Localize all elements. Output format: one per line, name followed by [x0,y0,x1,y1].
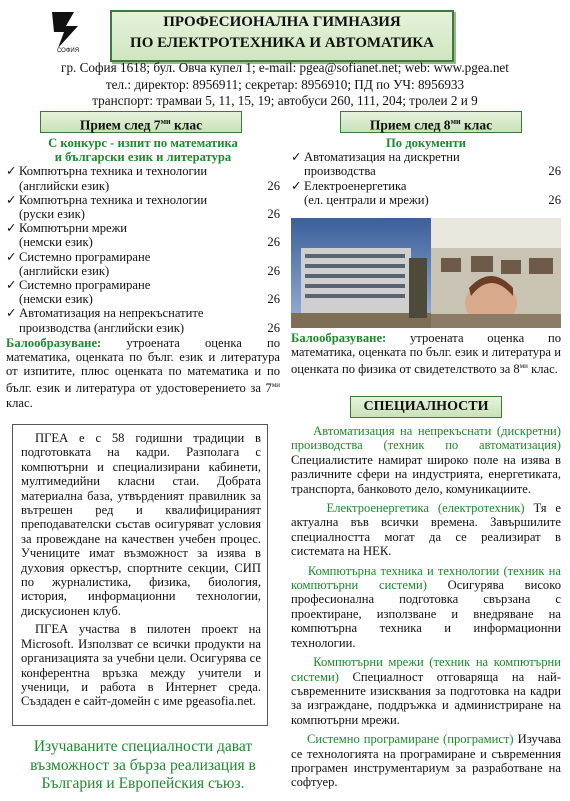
specialties-heading: СПЕЦИАЛНОСТИ [350,396,502,418]
program-seats: 26 [267,292,280,307]
program-name: Компютърна техника и технологии [19,164,208,179]
program-item [6,278,280,306]
admission-8-heading: Прием след $8^{ми}$ клас [340,111,522,133]
program-detail: производства (английски език) [19,320,185,335]
specialty-item [291,424,561,496]
program-name: Електроенергетика [304,178,407,193]
program-seats: 26 [267,320,280,335]
school-logo-icon [44,8,92,54]
program-detail: производства [304,164,376,179]
program-item [6,306,280,334]
program-item [6,193,280,221]
program-detail: (английски език) [19,263,110,278]
program-seats: 26 [267,207,280,222]
checkmark-icon: ✓ [6,249,17,264]
program-item [6,250,280,278]
program-item [6,221,280,249]
program-seats: 26 [548,192,561,207]
specialty-description: Изучава се технологията на програмиране и съвременния програмен инструментариум за разработване на софтуер. [291,732,562,790]
specialty-name: Компютърна техника и технологии (техник на компютърни системи) [291,563,562,593]
program-name: Компютърна техника и технологии [19,192,208,207]
admission-8-column [291,136,561,207]
contact-info [0,60,570,110]
checkmark-icon: ✓ [6,221,17,236]
program-name: Автоматизация на дискретни [304,150,460,165]
program-item [291,150,561,178]
program-seats: 26 [548,164,561,179]
specialty-item [291,732,561,790]
specialty-item [291,564,561,650]
program-detail: (немски език) [19,292,93,307]
school-photo [291,218,561,328]
checkmark-icon: ✓ [6,192,17,207]
program-item [6,164,280,192]
program-detail: (английски език) [19,178,110,193]
program-seats: 26 [267,235,280,250]
program-detail: (руски език) [19,207,85,222]
score-formula-8: Балообразуване: утроената оценка по математика, оценката по бълг. език и литература и оценката по физика от свидетелството за $8^{ми}$ клас. [291,331,561,377]
specialty-name: Компютърни мрежи (техник на компютърни системи) [291,655,561,684]
program-name: Системно програмиране [19,249,151,264]
program-seats: 26 [267,263,280,278]
checkmark-icon: ✓ [291,178,302,193]
exam-subtitle-1: С конкурс - изпит по математика [48,136,238,150]
checkmark-icon: ✓ [6,278,17,293]
program-name: Системно програмиране [19,278,151,293]
specialty-description: Осигурява високо професионална подготовка свързана с проектиране, използване и внедряване на компютърна техника и информационни технологии. [291,578,562,650]
title-line-1: ПРОФЕСИОНАЛНА ГИМНАЗИЯ [163,14,401,30]
tagline: Изучаваните специалности дават възможност за бърза реализация в България и Европейския съюз. [30,738,256,792]
checkmark-icon: ✓ [291,150,302,165]
specialty-item [291,655,561,727]
specialties-list [291,424,561,795]
specialty-name: Електроенергетика (електротехник) [326,501,525,516]
address-line: гр. София 1618; бул. Овча купел 1; e-mail: pgea@sofianet.net; web: www.pgea.net [61,60,509,75]
program-seats: 26 [267,178,280,193]
documents-subtitle: По документи [386,136,466,150]
school-info-box [12,424,268,726]
score-formula: Балообразуване: утроената оценка по математика, оценката по бълг. език и литература от изпитите, плюс оценката по математика и по бълг. език и литература от удостоверението за $7^{ми}$ клас. [6,335,280,410]
specialty-description: Специалност отговаряща на най-съвременните изисквания за подготовка на кадри за изграждане, поддръжка и администриране на компютърни мрежи. [291,669,561,727]
specialty-description: Специалистите намират широко поле на изява в различните сфери на индустрията, енергетиката, транспорта, банковото дело, комуникациите. [291,452,561,496]
checkmark-icon: ✓ [6,164,17,179]
svg-text:СОФИЯ: СОФИЯ [56,48,80,54]
exam-subtitle-2: и български език и литература [54,150,232,165]
specialty-item [291,501,561,559]
checkmark-icon: ✓ [6,306,17,321]
school-title [110,10,454,62]
program-name: Компютърни мрежи [19,221,128,236]
program-list [291,150,561,207]
specialty-name: Автоматизация на непрекъснати (дискретни) производства (техник по автоматизация) [291,424,561,453]
program-item [291,179,561,207]
program-detail: (ел. централи и мрежи) [304,192,429,207]
info-paragraph-1: ПГЕА е с 58 годишни традиции в подготовката на кадри. Разполага с компютърни и специализирани кабинети, мултимедийни класни стаи. Добрата материална база, утвърденият правилник за вътрешен ред и квалифицираният преподавателски състав осигуряват условия за провеждане на качествен учебен процес. Учениците имат възможност за изява в духовия оркестър, спортните секции, СИП по журналистика, физика, биология, история, информационни технологии, дискусионен клуб. [21,431,261,618]
title-line-2: ПО ЕЛЕКТРОТЕХНИКА И АВТОМАТИКА [130,35,434,51]
admission-7-heading: Прием след $7^{ми}$ клас [40,111,242,133]
specialty-description: Тя е актуална във всички времена. Завършилите специалността могат да се реализират в системата на НЕК. [291,501,561,559]
info-paragraph-2: ПГЕА участва в пилотен проект на Microsoft. Използват се всички продукти на организацията за учебни цели. Осигурява се конферентна връзка между учители и ученици, и работа в Интернет среда. Създаден е сайт-домейн с име pgeasofia.net. [21,622,261,709]
admission-7-column [6,136,280,410]
specialty-name: Системно програмиране (програмист) [306,732,514,747]
program-name: Автоматизация на непрекъснатите [19,306,204,321]
program-list [6,164,280,334]
program-detail: (немски език) [19,235,93,250]
transport-line: транспорт: трамваи 5, 11, 15, 19; автобуси 260, 111, 204; тролеи 2 и 9 [92,93,478,108]
phone-line: тел.: директор: 8956911; секретар: 8956910; ПД по УЧ: 8956933 [105,76,465,92]
